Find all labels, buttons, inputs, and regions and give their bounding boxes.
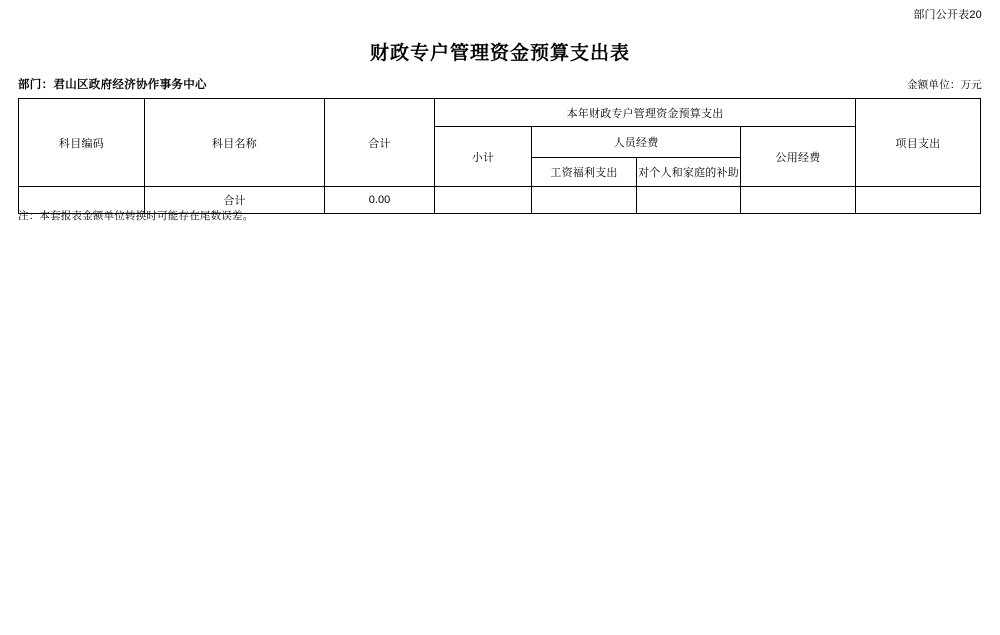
header-row-1: [19, 99, 981, 127]
cell-project-expenditure: [856, 187, 981, 214]
cell-subtotal: [435, 187, 532, 214]
meta-row: [18, 76, 982, 92]
col-header-individual-family-subsidy: 对个人和家庭的补助: [637, 158, 741, 187]
footnote: 注：本套报表金额单位转换时可能存在尾数误差。: [18, 210, 254, 222]
col-header-public-funds: 公用经费: [741, 127, 856, 187]
col-header-personnel-group: 人员经费: [532, 127, 741, 158]
col-header-subject-name: 科目名称: [145, 99, 325, 187]
form-code-label: 部门公开表20: [913, 9, 982, 21]
budget-expenditure-table: [18, 98, 981, 214]
col-header-subject-code: 科目编码: [19, 99, 145, 187]
cell-salary-welfare: [532, 187, 637, 214]
cell-individual-family-subsidy: [637, 187, 741, 214]
table-header: [19, 99, 981, 187]
cell-public-funds: [741, 187, 856, 214]
page-title: 财政专户管理资金预算支出表: [369, 43, 630, 64]
col-header-project-expenditure: 项目支出: [856, 99, 981, 187]
cell-subject-name: 合计: [145, 187, 325, 214]
amount-unit-label: 金额单位：万元: [907, 79, 982, 91]
col-header-salary-welfare: 工资福利支出: [532, 158, 637, 187]
col-header-subtotal: 小计: [435, 127, 532, 187]
cell-total: 0.00: [325, 187, 435, 214]
department-label: 部门：君山区政府经济协作事务中心: [18, 79, 207, 91]
col-header-total: 合计: [325, 99, 435, 187]
col-header-current-year-group: 本年财政专户管理资金预算支出: [435, 99, 856, 127]
